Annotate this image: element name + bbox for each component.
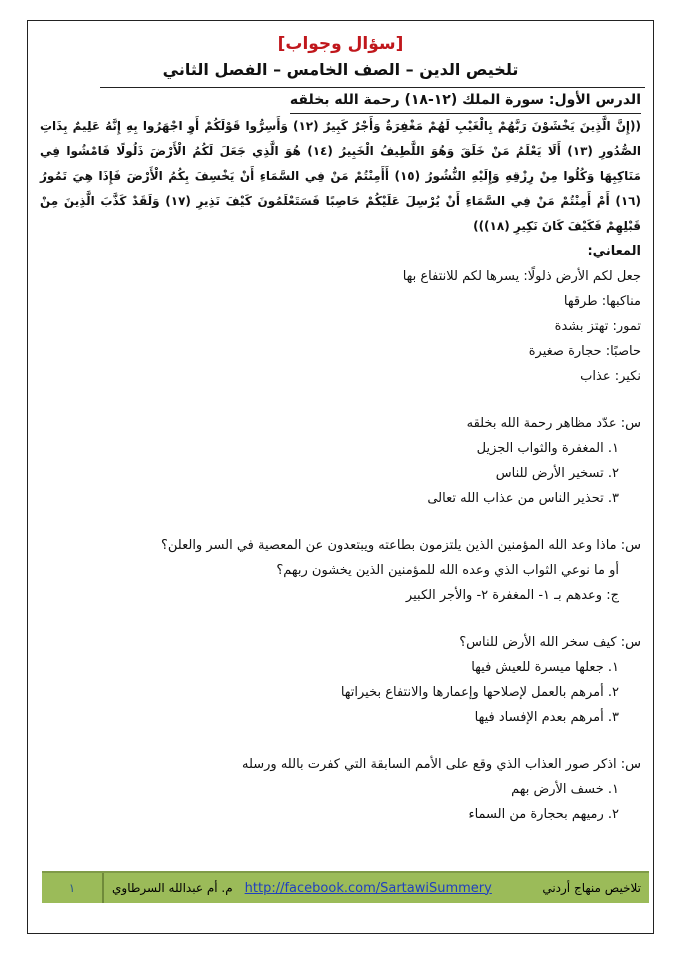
verse-line: مَنَاكِبِهَا وَكُلُوا مِنْ رِزْقِهِ وَإِلَيْهِ النُّشُورُ (١٥) أَأَمِنْتُمْ مَنْ فِي السَّمَاءِ أَنْ يَخْسِفَ بِكُمُ الْأَرْضَ فَإِذَا هِيَ تَمُورُ (١٦) أَمْ — [40, 169, 641, 208]
answer-line: ٢. أمرهم بالعمل لإصلاحها وإعمارها والانتفاع بخيراتها — [340, 685, 619, 700]
facebook-link[interactable]: http://facebook.com/SartawiSummery — [244, 880, 492, 896]
answer-line: ١. المغفرة والثواب الجزيل — [476, 441, 619, 456]
answer-line: ٢. رميهم بحجارة من السماء — [468, 807, 619, 822]
document-page — [27, 20, 654, 934]
page-number: ١ — [42, 873, 104, 903]
answer-line: ج: وعدهم بـ ١- المغفرة ٢- والأجر الكبير — [405, 588, 619, 603]
meaning-item: تمور: تهتز بشدة — [554, 319, 641, 334]
section-gap — [40, 511, 641, 533]
answer-line: ١. جعلها ميسرة للعيش فيها — [471, 660, 619, 675]
lesson-heading: الدرس الأول: سورة الملك (١٢-١٨) رحمة الله بخلقه — [290, 88, 641, 114]
meaning-item: نكير: عذاب — [580, 369, 641, 384]
meaning-item: حاصبًا: حجارة صغيرة — [528, 344, 641, 359]
verse-line: كَانَ نَكِيرِ (١٨))) — [473, 219, 564, 233]
footer-bar — [42, 871, 649, 903]
question: س: ماذا وعد الله المؤمنين الذين يلتزمون بطاعته ويبتعدون عن المعصية في السر والعلن؟ — [160, 538, 641, 553]
meaning-item: جعل لكم الأرض ذلولًا: يسرها لكم للانتفاع بها — [402, 269, 641, 284]
question: س: اذكر صور العذاب الذي وقع على الأمم السابقة التي كفرت بالله ورسله — [241, 757, 641, 772]
question: س: كيف سخر الله الأرض للناس؟ — [459, 635, 641, 650]
verse-line: أَمِنْتُمْ مَنْ فِي السَّمَاءِ أَنْ يُرْسِلَ عَلَيْكُمْ حَاصِبًا فَسَتَعْلَمُونَ كَيْفَ نَذِيرِ (١٧) وَلَقَدْ كَذَّبَ الَّذِينَ مِنْ قَبْلِهِمْ فَكَيْفَ — [40, 194, 641, 233]
answer-line: ٢. تسخير الأرض للناس — [495, 466, 619, 481]
doc-title: [سؤال وجواب] — [277, 34, 404, 54]
doc-subtitle: تلخيص الدين – الصف الخامس – الفصل الثاني — [162, 60, 519, 79]
answer-line: ٣. تحذير الناس من عذاب الله تعالى — [427, 491, 619, 506]
meaning-item: مناكبها: طرقها — [563, 294, 641, 309]
answer-line: ٣. أمرهم بعدم الإفساد فيها — [474, 710, 619, 725]
meanings-label: المعاني: — [587, 244, 641, 259]
footer-brand: تلاخيص منهاج أردني — [542, 881, 641, 895]
verse-block — [40, 114, 641, 239]
verse-line: ((إِنَّ الَّذِينَ يَخْشَوْنَ رَبَّهُمْ بِالْغَيْبِ لَهُمْ مَغْفِرَةٌ وَأَجْرٌ كَبِيرٌ (١٢) وَأَسِرُّوا قَوْلَكُمْ أَوِ اجْهَرُوا بِهِ إِنَّهُ عَلِيمٌ بِذَاتِ — [40, 119, 642, 133]
verse-line: الصُّدُورِ (١٣) أَلَا يَعْلَمُ مَنْ خَلَقَ وَهُوَ اللَّطِيفُ الْخَبِيرُ (١٤) هُوَ الَّذِي جَعَلَ لَكُمُ الْأَرْضَ ذَلُولًا فَامْشُوا فِي — [40, 144, 642, 158]
section-gap — [40, 730, 641, 752]
footer-author: م. أم عبدالله السرطاوي — [112, 881, 233, 895]
answer-line: أو ما نوعي الثواب الذي وعده الله للمؤمنين الذين يخشون ربهم؟ — [276, 563, 619, 578]
question: س: عدّد مظاهر رحمة الله بخلقه — [466, 416, 641, 431]
section-gap — [40, 389, 641, 411]
answer-line: ١. خسف الأرض بهم — [511, 782, 619, 797]
section-gap — [40, 608, 641, 630]
